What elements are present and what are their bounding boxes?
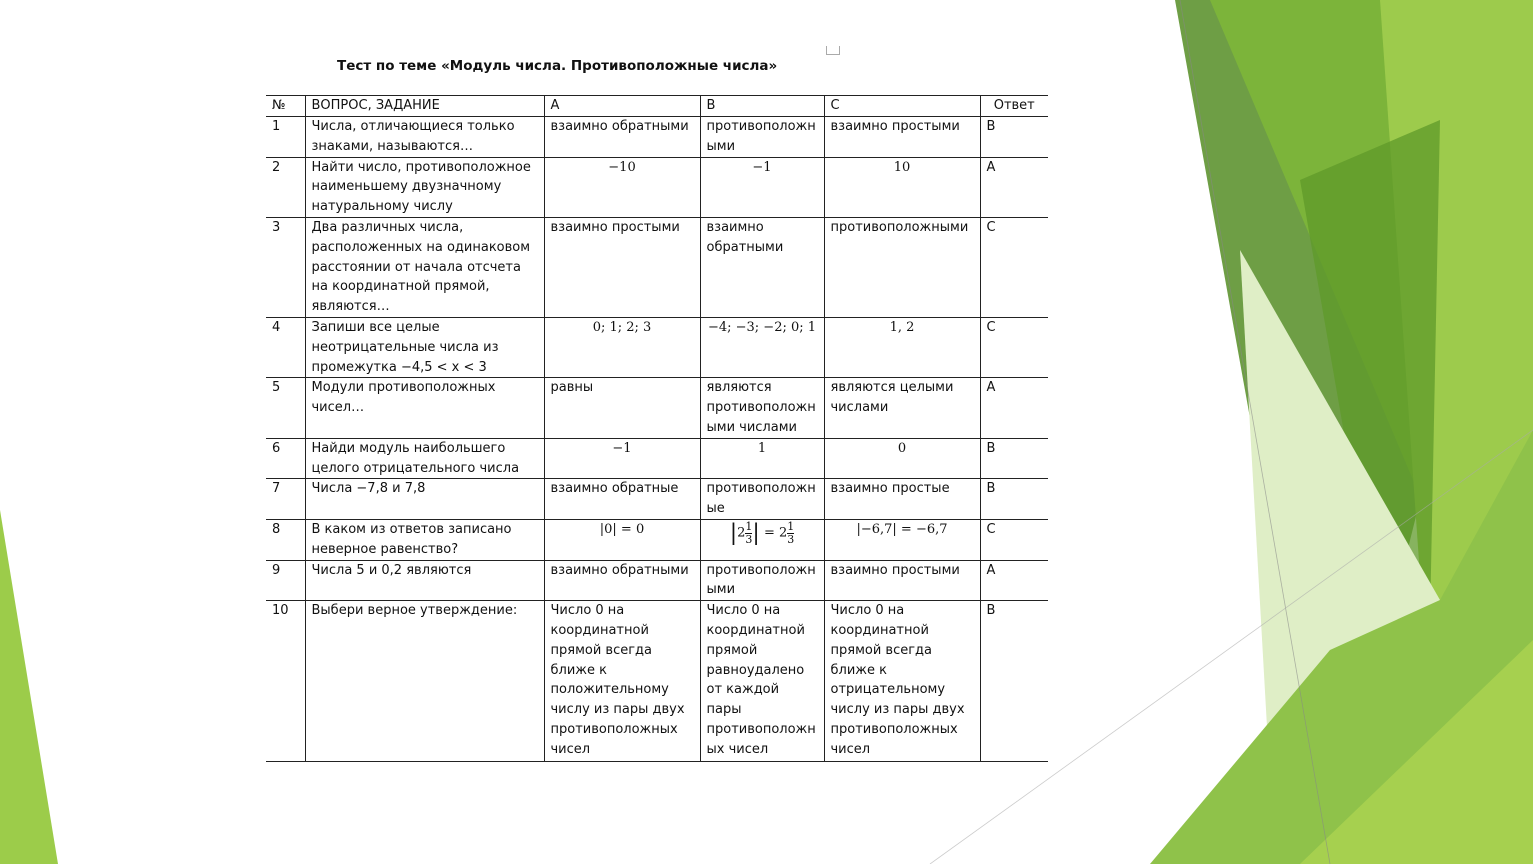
row-option-c: 0 [824,438,980,479]
row-number: 1 [266,117,305,158]
mixed-whole-2: 2 [779,525,788,541]
row-option-c: взаимно простыми [824,560,980,601]
row-question: В каком из ответов записано неверное равенство? [305,519,544,560]
row-answer: C [980,217,1048,317]
row-question: Найди модуль наибольшего целого отрицательного числа [305,438,544,479]
table-row [266,117,1048,158]
table-row [266,217,1048,317]
left-green-shape [0,510,58,864]
row-option-a: взаимно обратными [544,117,700,158]
row-option-b: −4; −3; −2; 0; 1 [700,317,824,377]
row-option-b: Число 0 на координатной прямой равноудалено от каждой пары противоположных чисел [700,601,824,762]
row-option-b [700,519,824,560]
row-question: Найти число, противоположное наименьшему двузначному натуральному числу [305,157,544,217]
row-option-a: равны [544,378,700,438]
table-row [266,519,1048,560]
table-row [266,479,1048,520]
row-option-a: взаимно простыми [544,217,700,317]
row-question: Числа 5 и 0,2 являются [305,560,544,601]
row-option-b: −1 [700,157,824,217]
row-number: 6 [266,438,305,479]
row-option-b: противоположные [700,479,824,520]
mixed-whole: 2 [737,525,746,541]
row-option-a: −1 [544,438,700,479]
row-question: Выбери верное утверждение: [305,601,544,762]
table-row [266,378,1048,438]
row-answer: B [980,601,1048,762]
abs-bar-right: | [752,520,760,546]
header-c: C [824,96,980,117]
header-question: ВОПРОС, ЗАДАНИЕ [305,96,544,117]
row-number: 3 [266,217,305,317]
quiz-table [266,95,1048,762]
abs-bar-left: | [729,520,738,546]
table-row [266,601,1048,762]
row-option-b: 1 [700,438,824,479]
row-answer: C [980,317,1048,377]
row-question: Модули противоположных чисел… [305,378,544,438]
row-option-c: |−6,7| = −6,7 [824,519,980,560]
row-option-a: |0| = 0 [544,519,700,560]
row-number: 7 [266,479,305,520]
header-answer: Ответ [980,96,1048,117]
table-row [266,317,1048,377]
row-question: Числа −7,8 и 7,8 [305,479,544,520]
row-number: 9 [266,560,305,601]
row-question: Два различных числа, расположенных на одинаковом расстоянии от начала отсчета на координатной прямой, являются… [305,217,544,317]
row-option-a: взаимно обратными [544,560,700,601]
row-answer: B [980,479,1048,520]
row-number: 5 [266,378,305,438]
row-option-c: противоположными [824,217,980,317]
row-question: Запиши все целые неотрицательные числа из промежутка −4,5 < x < 3 [305,317,544,377]
row-option-a: взаимно обратные [544,479,700,520]
row-option-a: 0; 1; 2; 3 [544,317,700,377]
header-a: A [544,96,700,117]
row-option-c: взаимно простыми [824,117,980,158]
row-option-a: −10 [544,157,700,217]
row-answer: A [980,378,1048,438]
fraction: $\frac{1}{3}$ [745,519,753,546]
row-answer: A [980,157,1048,217]
row-option-a: Число 0 на координатной прямой всегда ближе к положительному числу из пары двух противоположных чисел [544,601,700,762]
table-row [266,438,1048,479]
row-number: 8 [266,519,305,560]
row-option-c: Число 0 на координатной прямой всегда ближе к отрицательному числу из пары двух противоположных чисел [824,601,980,762]
row-answer: B [980,117,1048,158]
placeholder-marker [826,46,840,55]
row-number: 10 [266,601,305,762]
page-title: Тест по теме «Модуль числа. Противоположные числа» [337,58,778,74]
row-number: 2 [266,157,305,217]
row-option-b: противоположными [700,560,824,601]
header-number: № [266,96,305,117]
fraction-2: $\frac{1}{3}$ [787,519,795,546]
row-question: Числа, отличающиеся только знаками, называются… [305,117,544,158]
table-row [266,157,1048,217]
equals-sign: = [763,525,775,541]
row-option-c: взаимно простые [824,479,980,520]
row-answer: C [980,519,1048,560]
table-row [266,560,1048,601]
row-option-c: 10 [824,157,980,217]
header-b: B [700,96,824,117]
row-option-c: являются целыми числами [824,378,980,438]
row-option-b: взаимно обратными [700,217,824,317]
row-number: 4 [266,317,305,377]
row-option-b: являются противоположными числами [700,378,824,438]
table-header-row [266,96,1048,117]
row-answer: A [980,560,1048,601]
row-answer: B [980,438,1048,479]
row-option-b: противоположными [700,117,824,158]
row-option-c: 1, 2 [824,317,980,377]
